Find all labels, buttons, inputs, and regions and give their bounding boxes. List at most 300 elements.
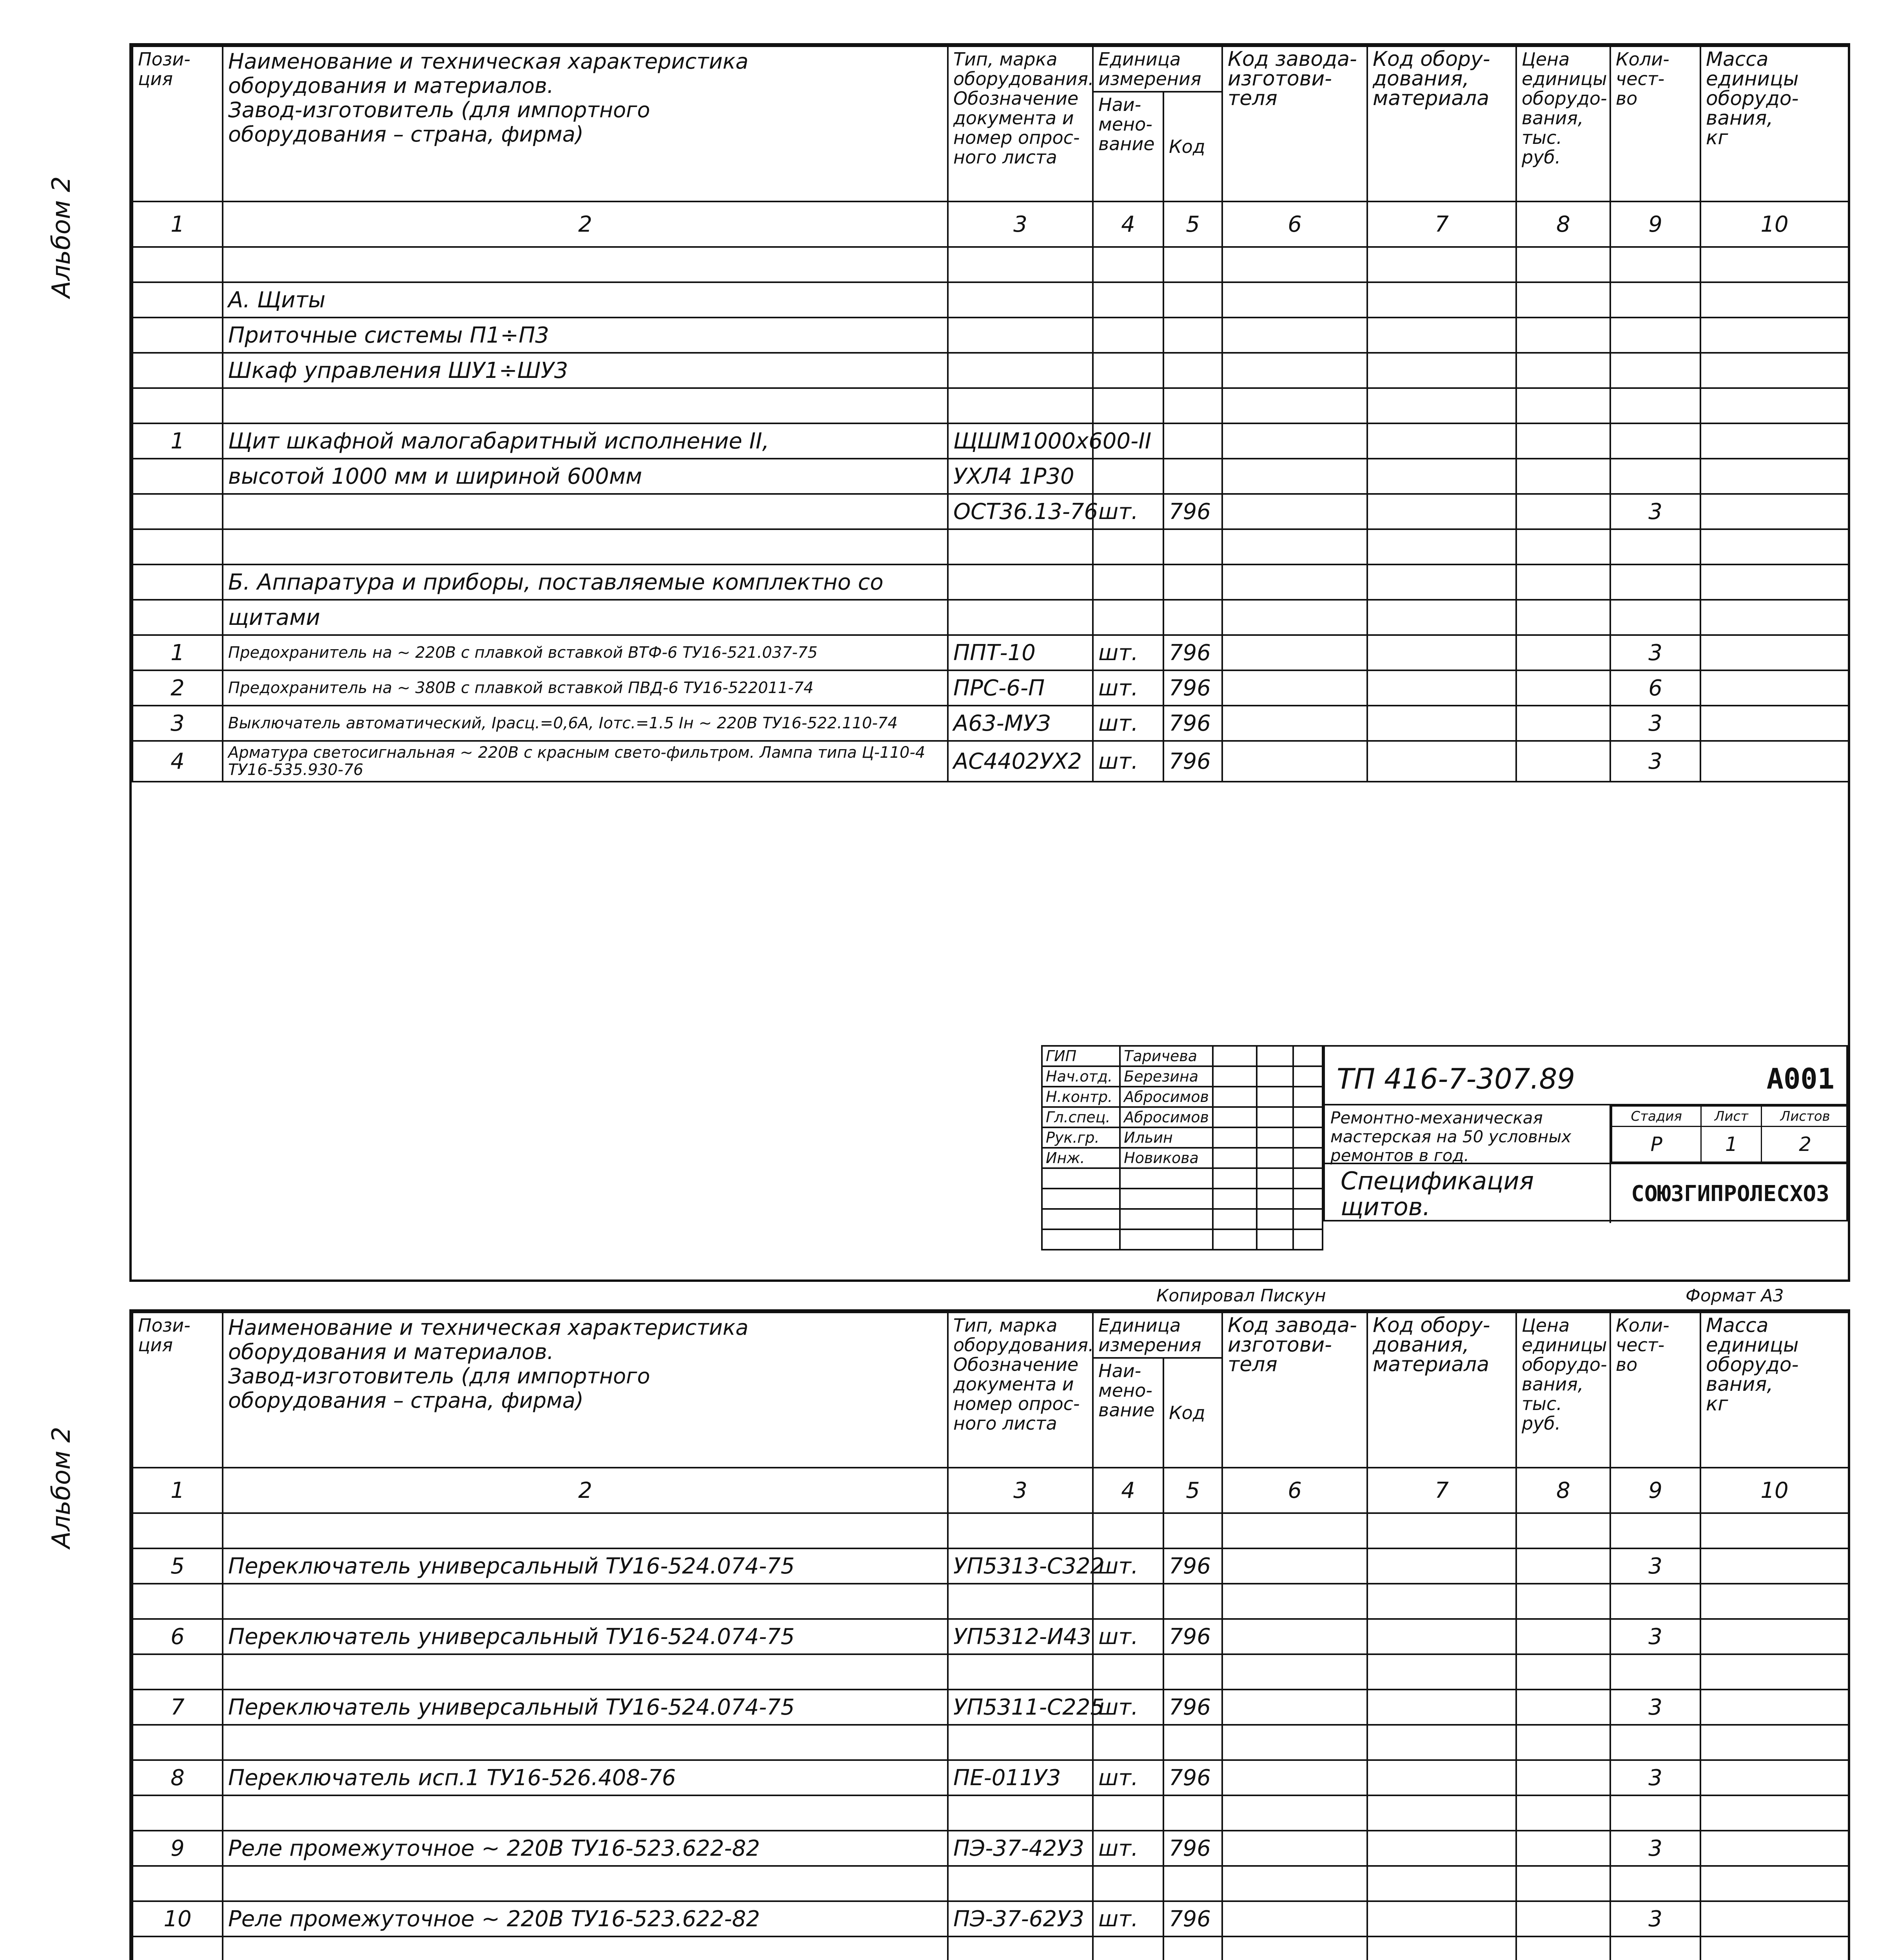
cell-name: Реле промежуточное ~ 220В ТУ16-523.622-82 — [223, 1831, 948, 1866]
spec-sheet-1 — [129, 43, 1850, 1282]
cell-qty — [1610, 1725, 1700, 1760]
cell-name — [223, 1866, 948, 1901]
header-unit-name: Наи- мено- вание — [1093, 92, 1163, 201]
cell-pos — [132, 600, 223, 635]
cell-empty — [1700, 741, 1849, 782]
cell-unit — [1093, 1654, 1163, 1690]
cell-code — [1163, 1866, 1222, 1901]
cell-empty — [1700, 1760, 1849, 1795]
cell-empty — [1367, 353, 1516, 388]
signature-cell — [1213, 1148, 1257, 1168]
signer-row — [1042, 1107, 1323, 1127]
cell-empty — [1516, 1725, 1610, 1760]
cell-empty — [1367, 600, 1516, 635]
cell-empty — [1222, 1901, 1367, 1936]
signer-row — [1042, 1127, 1323, 1148]
cell-code — [1163, 1725, 1222, 1760]
cell-pos — [132, 318, 223, 353]
signature-cell — [1213, 1046, 1257, 1066]
cell-empty — [1700, 1795, 1849, 1831]
sheets-value: 2 — [1762, 1127, 1849, 1162]
cell-empty — [1222, 494, 1367, 529]
cell-code — [1163, 1795, 1222, 1831]
cell-code: 796 — [1163, 635, 1222, 670]
cell-qty: 3 — [1610, 706, 1700, 741]
cell-pos — [132, 564, 223, 600]
cell-unit — [1093, 459, 1163, 494]
signer-role: ГИП — [1042, 1046, 1120, 1066]
album-label-1: Альбом 2 — [47, 176, 76, 298]
cell-qty — [1610, 388, 1700, 423]
cell-code — [1163, 1936, 1222, 1960]
cell-empty — [1516, 1584, 1610, 1619]
cell-empty — [1516, 423, 1610, 459]
signature-cell — [1042, 1209, 1120, 1229]
cell-empty — [1516, 318, 1610, 353]
cell-unit — [1093, 1936, 1163, 1960]
cell-empty — [1222, 1760, 1367, 1795]
cell-pos — [132, 1866, 223, 1901]
cell-pos: 3 — [132, 706, 223, 741]
cell-unit: шт. — [1093, 1901, 1163, 1936]
table-row — [132, 1725, 1849, 1760]
signer-row — [1042, 1087, 1323, 1107]
cell-empty — [1367, 1866, 1516, 1901]
signature-cell — [1213, 1229, 1257, 1250]
cell-empty — [1367, 1690, 1516, 1725]
header-unit-name: Наи- мено- вание — [1093, 1358, 1163, 1468]
cell-code — [1163, 353, 1222, 388]
signature-cell — [1257, 1168, 1293, 1189]
cell-empty — [1222, 1690, 1367, 1725]
stage-value: Р — [1612, 1127, 1701, 1162]
cell-type: ПЭ-37-62У3 — [948, 1901, 1093, 1936]
header-name: Наименование и техническая характеристика оборудования и материалов. Завод-изготовитель (для импортного оборудования – страна, фирма) — [223, 46, 948, 201]
cell-type — [948, 282, 1093, 318]
table-row — [132, 600, 1849, 635]
cell-empty — [1516, 741, 1610, 782]
cell-empty — [1700, 600, 1849, 635]
cell-name: А. Щиты — [223, 282, 948, 318]
header-maker-code: Код завода- изготови- теля — [1222, 46, 1367, 201]
cell-empty — [1367, 1936, 1516, 1960]
signature-cell — [1213, 1209, 1257, 1229]
cell-empty — [1222, 670, 1367, 706]
cell-empty — [1516, 1690, 1610, 1725]
table-row — [132, 529, 1849, 564]
cell-empty — [1700, 1690, 1849, 1725]
cell-qty — [1610, 1584, 1700, 1619]
signature-cell — [1293, 1168, 1323, 1189]
cell-empty — [1516, 1548, 1610, 1584]
signer-name: Березина — [1120, 1066, 1213, 1087]
cell-type — [948, 247, 1093, 282]
cell-qty: 3 — [1610, 635, 1700, 670]
cell-type — [948, 1654, 1093, 1690]
cell-pos — [132, 282, 223, 318]
cell-empty — [1222, 423, 1367, 459]
signer-row — [1042, 1189, 1323, 1209]
cell-type — [948, 1936, 1093, 1960]
header-mass: Масса единицы оборудо- вания, кг — [1700, 46, 1849, 201]
cell-qty — [1610, 1513, 1700, 1548]
cell-qty: 3 — [1610, 1831, 1700, 1866]
col-num: 4 — [1093, 201, 1163, 247]
cell-code — [1163, 318, 1222, 353]
cell-unit: шт. — [1093, 635, 1163, 670]
cell-qty — [1610, 1795, 1700, 1831]
col-num: 5 — [1163, 201, 1222, 247]
cell-name — [223, 529, 948, 564]
copied-by-1: Копировал Пискун — [1156, 1286, 1326, 1306]
title-block — [1323, 1045, 1848, 1221]
cell-empty — [1700, 1584, 1849, 1619]
cell-empty — [1222, 529, 1367, 564]
cell-type — [948, 388, 1093, 423]
signature-cell — [1257, 1066, 1293, 1087]
cell-unit — [1093, 1795, 1163, 1831]
cell-name — [223, 494, 948, 529]
cell-name — [223, 1513, 948, 1548]
cell-empty — [1367, 1513, 1516, 1548]
cell-code: 796 — [1163, 670, 1222, 706]
col-num: 8 — [1516, 201, 1610, 247]
cell-empty — [1700, 706, 1849, 741]
cell-qty — [1610, 1936, 1700, 1960]
cell-type: ЩШМ1000х600-II — [948, 423, 1093, 459]
cell-empty — [1700, 529, 1849, 564]
cell-code — [1163, 600, 1222, 635]
cell-pos — [132, 1584, 223, 1619]
signature-cell — [1120, 1189, 1213, 1209]
cell-empty — [1700, 353, 1849, 388]
cell-empty — [1516, 1654, 1610, 1690]
sheets-label: Листов — [1762, 1106, 1849, 1127]
header-name: Наименование и техническая характеристика оборудования и материалов. Завод-изготовитель (для импортного оборудования – страна, фирма) — [223, 1312, 948, 1468]
cell-qty — [1610, 600, 1700, 635]
cell-type — [948, 353, 1093, 388]
cell-unit: шт. — [1093, 741, 1163, 782]
cell-qty — [1610, 459, 1700, 494]
table-row — [132, 318, 1849, 353]
col-num: 10 — [1700, 201, 1849, 247]
cell-empty — [1700, 1901, 1849, 1936]
cell-empty — [1516, 529, 1610, 564]
cell-empty — [1516, 247, 1610, 282]
cell-code — [1163, 1584, 1222, 1619]
table-row — [132, 1901, 1849, 1936]
cell-qty — [1610, 423, 1700, 459]
header-unit-code: Код — [1163, 1358, 1222, 1468]
cell-code — [1163, 459, 1222, 494]
cell-empty — [1367, 1548, 1516, 1584]
col-num: 3 — [948, 201, 1093, 247]
cell-empty — [1516, 564, 1610, 600]
cell-type: УП5311-С225 — [948, 1690, 1093, 1725]
cell-unit: шт. — [1093, 1760, 1163, 1795]
cell-name — [223, 247, 948, 282]
cell-name: Переключатель универсальный ТУ16-524.074-75 — [223, 1548, 948, 1584]
cell-code: 796 — [1163, 494, 1222, 529]
cell-empty — [1700, 1831, 1849, 1866]
cell-name — [223, 1795, 948, 1831]
spec-sheet-2 — [129, 1309, 1850, 1960]
header-type: Тип, марка оборудования. Обозначение документа и номер опрос- ного листа — [948, 46, 1093, 201]
table-row — [132, 1795, 1849, 1831]
signature-cell — [1213, 1168, 1257, 1189]
col-num: 3 — [948, 1468, 1093, 1513]
cell-empty — [1367, 423, 1516, 459]
signature-cell — [1293, 1148, 1323, 1168]
signer-row — [1042, 1148, 1323, 1168]
sheet-value: 1 — [1701, 1127, 1762, 1162]
cell-qty — [1610, 1866, 1700, 1901]
cell-type — [948, 1795, 1093, 1831]
cell-empty — [1700, 423, 1849, 459]
cell-type — [948, 1725, 1093, 1760]
cell-name: Переключатель универсальный ТУ16-524.074-75 — [223, 1619, 948, 1654]
cell-name: Предохранитель на ~ 380В с плавкой вставкой ПВД-6 ТУ16-522011-74 — [223, 670, 948, 706]
cell-qty: 3 — [1610, 1901, 1700, 1936]
cell-empty — [1367, 1831, 1516, 1866]
cell-pos: 2 — [132, 670, 223, 706]
cell-name — [223, 1654, 948, 1690]
cell-pos: 5 — [132, 1548, 223, 1584]
signature-cell — [1120, 1229, 1213, 1250]
cell-pos — [132, 1936, 223, 1960]
cell-qty: 3 — [1610, 1619, 1700, 1654]
cell-type: АС4402УХ2 — [948, 741, 1093, 782]
cell-name — [223, 1584, 948, 1619]
cell-code: 796 — [1163, 1619, 1222, 1654]
cell-empty — [1367, 318, 1516, 353]
cell-name: высотой 1000 мм и шириной 600мм — [223, 459, 948, 494]
cell-empty — [1516, 1795, 1610, 1831]
doc-title: Спецификация щитов. — [1325, 1164, 1611, 1223]
cell-code: 796 — [1163, 1831, 1222, 1866]
cell-type: ПЕ-011У3 — [948, 1760, 1093, 1795]
cell-empty — [1222, 353, 1367, 388]
cell-empty — [1367, 1619, 1516, 1654]
cell-qty — [1610, 353, 1700, 388]
cell-unit: шт. — [1093, 1619, 1163, 1654]
cell-pos — [132, 529, 223, 564]
cell-code — [1163, 423, 1222, 459]
stage-label: Стадия — [1612, 1106, 1701, 1127]
header-pos: Пози- ция — [132, 46, 223, 201]
cell-empty — [1222, 318, 1367, 353]
cell-pos — [132, 1513, 223, 1548]
cell-name — [223, 388, 948, 423]
col-num: 6 — [1222, 201, 1367, 247]
cell-pos: 7 — [132, 1690, 223, 1725]
signature-cell — [1293, 1066, 1323, 1087]
signer-role: Рук.гр. — [1042, 1127, 1120, 1148]
cell-empty — [1516, 282, 1610, 318]
cell-empty — [1222, 1619, 1367, 1654]
cell-unit — [1093, 247, 1163, 282]
signer-row — [1042, 1168, 1323, 1189]
signature-cell — [1257, 1229, 1293, 1250]
cell-name: Приточные системы П1÷П3 — [223, 318, 948, 353]
cell-qty: 3 — [1610, 1690, 1700, 1725]
cell-name — [223, 1936, 948, 1960]
cell-empty — [1700, 1725, 1849, 1760]
cell-code: 796 — [1163, 1760, 1222, 1795]
table-row — [132, 1513, 1849, 1548]
cell-empty — [1700, 1866, 1849, 1901]
cell-empty — [1516, 494, 1610, 529]
signer-row — [1042, 1209, 1323, 1229]
col-num: 10 — [1700, 1468, 1849, 1513]
col-num: 7 — [1367, 201, 1516, 247]
cell-qty — [1610, 282, 1700, 318]
signature-cell — [1042, 1229, 1120, 1250]
cell-name: Реле промежуточное ~ 220В ТУ16-523.622-82 — [223, 1901, 948, 1936]
signer-row — [1042, 1229, 1323, 1250]
header-type: Тип, марка оборудования. Обозначение документа и номер опрос- ного листа — [948, 1312, 1093, 1468]
header-mass: Масса единицы оборудо- вания, кг — [1700, 1312, 1849, 1468]
table-row — [132, 459, 1849, 494]
cell-empty — [1516, 1936, 1610, 1960]
cell-empty — [1700, 1548, 1849, 1584]
cell-pos — [132, 459, 223, 494]
cell-empty — [1700, 1936, 1849, 1960]
col-num: 7 — [1367, 1468, 1516, 1513]
signer-role: Н.контр. — [1042, 1087, 1120, 1107]
signature-cell — [1257, 1189, 1293, 1209]
table-row — [132, 706, 1849, 741]
signer-row — [1042, 1046, 1323, 1066]
cell-unit: шт. — [1093, 1548, 1163, 1584]
cell-empty — [1367, 706, 1516, 741]
cell-empty — [1516, 1619, 1610, 1654]
cell-unit — [1093, 282, 1163, 318]
cell-empty — [1367, 494, 1516, 529]
signature-cell — [1213, 1107, 1257, 1127]
cell-code — [1163, 564, 1222, 600]
cell-empty — [1222, 1725, 1367, 1760]
table-row — [132, 1690, 1849, 1725]
object-name: Ремонтно-механическая мастерская на 50 условных ремонтов в год. — [1325, 1105, 1611, 1164]
cell-code: 796 — [1163, 1548, 1222, 1584]
cell-unit — [1093, 318, 1163, 353]
cell-empty — [1516, 388, 1610, 423]
header-unit-code: Код — [1163, 92, 1222, 201]
signers-table — [1041, 1045, 1323, 1250]
signature-cell — [1213, 1066, 1257, 1087]
cell-pos — [132, 494, 223, 529]
cell-empty — [1367, 459, 1516, 494]
cell-empty — [1516, 1831, 1610, 1866]
cell-unit — [1093, 388, 1163, 423]
cell-empty — [1222, 247, 1367, 282]
cell-name: Переключатель исп.1 ТУ16-526.408-76 — [223, 1760, 948, 1795]
table-row — [132, 741, 1849, 782]
header-equip-code: Код обору- дования, материала — [1367, 1312, 1516, 1468]
cell-qty: 3 — [1610, 494, 1700, 529]
cell-type: ПЭ-37-42У3 — [948, 1831, 1093, 1866]
sheet-label: Лист — [1701, 1106, 1762, 1127]
cell-type: ППТ-10 — [948, 635, 1093, 670]
cell-empty — [1516, 1866, 1610, 1901]
spec-table-1 — [132, 45, 1849, 782]
cell-pos: 9 — [132, 1831, 223, 1866]
cell-empty — [1367, 529, 1516, 564]
signature-cell — [1293, 1046, 1323, 1066]
table-row — [132, 670, 1849, 706]
cell-unit: шт. — [1093, 706, 1163, 741]
cell-empty — [1222, 741, 1367, 782]
cell-code — [1163, 529, 1222, 564]
cell-code — [1163, 247, 1222, 282]
cell-pos — [132, 388, 223, 423]
cell-name — [223, 1725, 948, 1760]
cell-qty: 3 — [1610, 1760, 1700, 1795]
cell-pos: 10 — [132, 1901, 223, 1936]
header-price: Цена единицы оборудо- вания, тыс. руб. — [1516, 46, 1610, 201]
cell-empty — [1222, 1584, 1367, 1619]
cell-empty — [1222, 1866, 1367, 1901]
cell-name: Шкаф управления ШУ1÷ШУ3 — [223, 353, 948, 388]
signer-name: Абросимов — [1120, 1107, 1213, 1127]
signer-role: Инж. — [1042, 1148, 1120, 1168]
cell-unit — [1093, 600, 1163, 635]
cell-type — [948, 600, 1093, 635]
cell-qty — [1610, 247, 1700, 282]
cell-empty — [1516, 670, 1610, 706]
signature-cell — [1293, 1189, 1323, 1209]
cell-empty — [1516, 353, 1610, 388]
header-qty: Коли- чест- во — [1610, 46, 1700, 201]
cell-code: 796 — [1163, 1901, 1222, 1936]
cell-empty — [1700, 1654, 1849, 1690]
cell-name: Выключатель автоматический, Iрасц.=0,6А, Iотс.=1.5 Iн ~ 220В ТУ16-522.110-74 — [223, 706, 948, 741]
signature-cell — [1042, 1168, 1120, 1189]
cell-empty — [1222, 1795, 1367, 1831]
table-row — [132, 1584, 1849, 1619]
signer-row — [1042, 1066, 1323, 1087]
signer-name: Новикова — [1120, 1148, 1213, 1168]
cell-empty — [1367, 635, 1516, 670]
cell-unit — [1093, 1866, 1163, 1901]
table-row — [132, 1866, 1849, 1901]
col-num: 2 — [223, 201, 948, 247]
cell-code — [1163, 1513, 1222, 1548]
cell-empty — [1367, 564, 1516, 600]
cell-empty — [1516, 600, 1610, 635]
signer-name: Абросимов — [1120, 1087, 1213, 1107]
cell-empty — [1700, 318, 1849, 353]
cell-name: Щит шкафной малогабаритный исполнение II, — [223, 423, 948, 459]
signature-cell — [1257, 1127, 1293, 1148]
cell-type: ОСТ36.13-76 — [948, 494, 1093, 529]
cell-empty — [1516, 706, 1610, 741]
header-qty: Коли- чест- во — [1610, 1312, 1700, 1468]
cell-type: УХЛ4 1Р30 — [948, 459, 1093, 494]
cell-pos — [132, 1725, 223, 1760]
cell-empty — [1222, 564, 1367, 600]
table-row — [132, 423, 1849, 459]
cell-empty — [1367, 282, 1516, 318]
table-row — [132, 1760, 1849, 1795]
cell-pos — [132, 1654, 223, 1690]
header-equip-code: Код обору- дования, материала — [1367, 46, 1516, 201]
table-row — [132, 564, 1849, 600]
cell-empty — [1700, 247, 1849, 282]
table-row — [132, 1548, 1849, 1584]
cell-empty — [1222, 635, 1367, 670]
